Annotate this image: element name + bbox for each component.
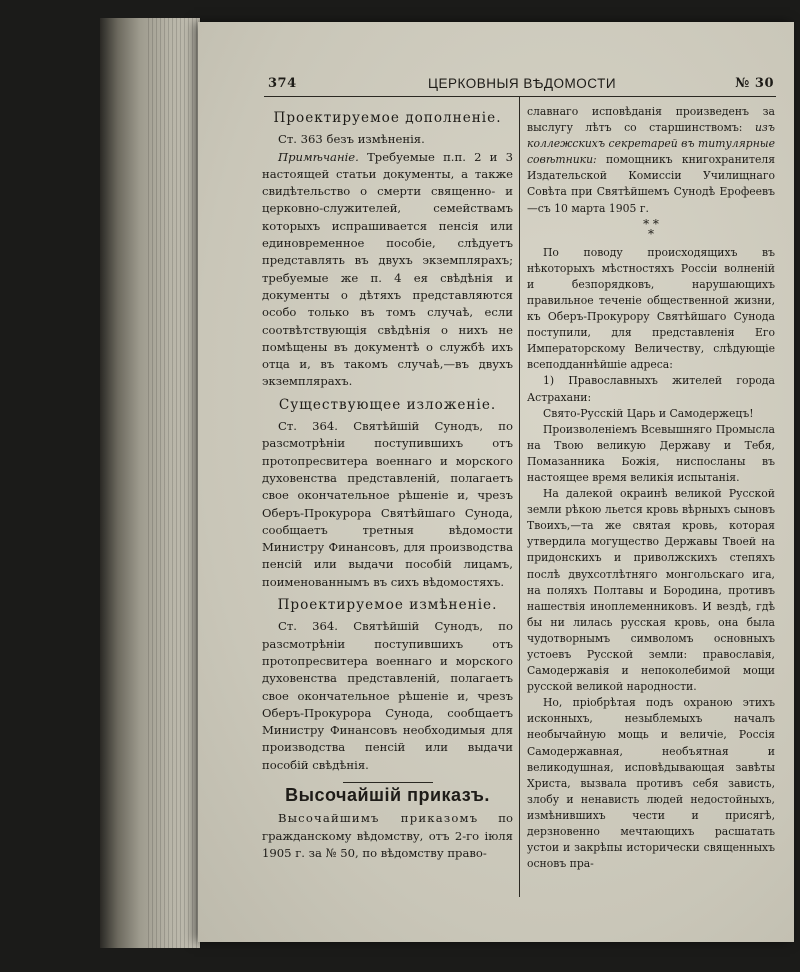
article-364-proposed: Ст. 364. Святѣйшій Сунодъ, по разсмотрѣніи поступившихъ отъ протопресвитера военнаго и морского духовенства представленій, полагаетъ свое окончательное рѣшеніе и, чрезъ Оберъ-Прокурора Сунода, сообщаетъ Министру Финансовъ необходимыя для производства пенсій или выдачи пособій свѣдѣнія. [262, 619, 513, 772]
heading-imperial-order: Высочайшій приказъ. [285, 784, 490, 805]
issue-number: № 30 [735, 76, 774, 91]
heading-proposed-change: Проектируемое измѣненіе. [277, 597, 498, 614]
journal-title: ЦЕРКОВНЫЯ ВѢДОМОСТИ [428, 76, 617, 91]
right-column [527, 104, 775, 872]
order-continuation: славнаго исповѣданія произведенъ за выслугу лѣтъ со старшинствомъ: изъ коллежскихъ секретарей въ титулярные совѣтники: помощникъ книгохранителя Издательской Комиссіи Училищнаго Совѣта при Святѣйшемъ Сунодѣ Ерофеевъ—съ 10 марта 1905 г. [527, 105, 775, 215]
article-364-existing: Ст. 364. Святѣйшій Сунодъ, по разсмотрѣніи поступившихъ отъ протопресвитера военнаго и морского духовенства представленій, полагаетъ свое окончательное рѣшеніе и, чрезъ Оберъ-Прокурора Святѣйшаго Сунода, сообщаетъ третныя вѣдомости Министру Финансовъ, для производства пенсій или выдачи пособій лицамъ, поименованнымъ въ сихъ вѣдомостяхъ. [262, 419, 513, 589]
section-stars: * * * [643, 216, 659, 241]
addresses-intro: По поводу происходящихъ въ нѣкоторыхъ мѣстностяхъ Россіи волненій и безпорядковъ, нарушающихъ правильное теченіе общественной жизни, къ Оберъ-Прокурору Святѣйшаго Сунода поступили, для представленія Его Императорскому Величеству, слѣдующіе всеподданнѣйшіе адреса: [527, 245, 775, 372]
note-label: Примѣчаніе. [278, 149, 359, 164]
page-number: 374 [268, 76, 297, 91]
heading-proposed-addition: Проектируемое дополненіе. [273, 110, 502, 126]
note-paragraph: Примѣчаніе. Требуемые п.п. 2 и 3 настоящей статьи документы, а также свидѣтельство о смерти священно- и церковно-служителей, семействамъ которыхъ испрашивается пенсія или единовременное пособіе, слѣдуетъ представлять въ двухъ экземплярахъ; требуемые же п. 4 ея свѣдѣнія и документы о дѣтяхъ представляются особо только въ томъ случаѣ, если соотвѣтствующія свѣдѣнія о нихъ не помѣщены въ документѣ о службѣ ихъ отца и, въ такомъ случаѣ,—въ двухъ экземплярахъ. [262, 149, 513, 389]
heading-existing-text: Существующее изложеніе. [278, 396, 497, 413]
book-page-edges [100, 18, 200, 948]
header-rule [264, 96, 776, 97]
article-363: Ст. 363 безъ измѣненія. [278, 132, 425, 147]
order-paragraph: Высочайшимъ приказомъ по гражданскому вѣдомству, отъ 2-го іюля 1905 г. за № 50, по вѣдомству право- [262, 811, 514, 860]
column-separator [519, 97, 520, 897]
address-paragraph-2: На далекой окраинѣ великой Русской земли рѣкою льется кровь вѣрныхъ сыновъ Твоихъ,—та же святая кровь, которая утвердила могущество Державы Твоей на придонскихъ и приволжскихъ степяхъ послѣ двухсотлѣтняго монгольскаго ига, на поляхъ Полтавы и Бородина, противъ нашествія иноплеменниковъ. И вездѣ, гдѣ бы ни лилась русская кровь, она была чудотворнымъ символомъ основныхъ устоевъ Русской земли: православія, Самодержавія и непоколебимой мощи русской великой народности. [527, 487, 775, 694]
address-paragraph-1: Произволеніемъ Всевышняго Промысла на Твою великую Державу и Тебя, Помазанника Божія, ниспосланы въ настоящее время великія испытанія. [527, 422, 775, 484]
section-divider [343, 782, 433, 783]
salutation: Свято-Русскій Царь и Самодержецъ! [543, 406, 754, 420]
address-paragraph-3: Но, пріобрѣтая подъ охраною этихъ исконныхъ, незыблемыхъ началъ необычайную мощь и величіе, Россія Самодержавная, необъятная и великодушная, исповѣдывающая завѣты Христа, вызвала противъ себя зависть, злобу и ненависть людей недостойныхъ, измѣнившихъ чести и присягѣ, дерзновенно мечтающихъ расшатать устои и закрѣпы исторически священныхъ основъ пра- [527, 696, 775, 871]
left-column [262, 104, 513, 862]
address-item-1: 1) Православныхъ жителей города Астрахани: [527, 374, 775, 404]
page-header [268, 76, 774, 98]
